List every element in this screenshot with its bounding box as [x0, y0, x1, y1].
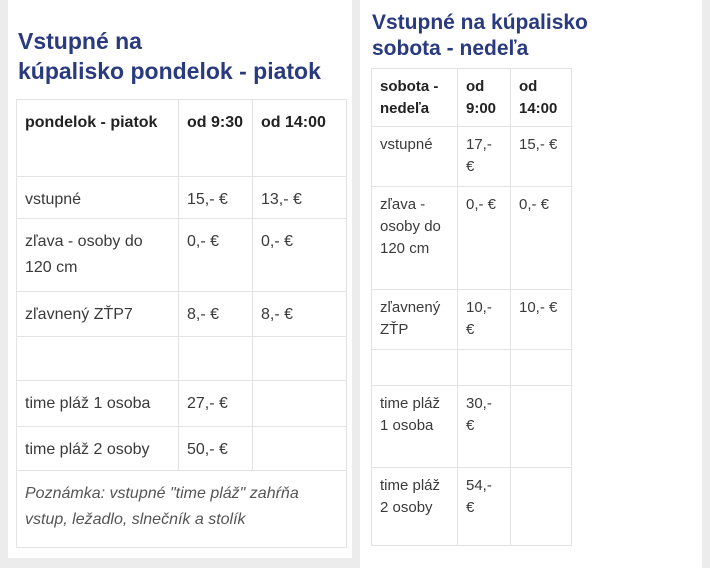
row-label [372, 350, 458, 386]
weekend-title [372, 10, 692, 62]
table-row [372, 468, 572, 546]
row-label: zľavnený ZŤP7 [17, 292, 179, 337]
price-cell: 0,- € [179, 219, 253, 292]
price-cell: 54,- € [458, 468, 511, 546]
weekday-title-line1: Vstupné na [18, 28, 142, 54]
price-cell: 13,- € [253, 177, 347, 219]
table-row [17, 219, 347, 292]
price-cell: 8,- € [179, 292, 253, 337]
price-cell: 30,- € [458, 386, 511, 468]
price-cell: 0,- € [253, 219, 347, 292]
price-cell [179, 337, 253, 381]
weekday-price-panel [8, 0, 352, 558]
table-row [372, 290, 572, 350]
row-label: time pláž 2 osoby [372, 468, 458, 546]
price-cell [253, 381, 347, 427]
weekday-price-table [16, 99, 347, 548]
price-cell [511, 350, 572, 386]
price-cell [511, 468, 572, 546]
header-cell: pondelok - piatok [17, 100, 179, 177]
weekday-title [18, 26, 348, 86]
table-row [17, 177, 347, 219]
weekend-title-line2: sobota - nedeľa [372, 37, 529, 60]
row-label: zľava - osoby do 120 cm [17, 219, 179, 292]
table-row [17, 292, 347, 337]
price-note: Poznámka: vstupné "time pláž" zahŕňa vstup, ležadlo, slnečník a stolík [17, 471, 347, 548]
weekend-price-panel [360, 0, 702, 568]
row-label: zľavnený ZŤP [372, 290, 458, 350]
price-cell: 27,- € [179, 381, 253, 427]
table-row [372, 187, 572, 290]
table-row [17, 427, 347, 471]
price-cell: 0,- € [458, 187, 511, 290]
price-cell: 17,- € [458, 127, 511, 187]
price-cell: 15,- € [179, 177, 253, 219]
row-label: time pláž 2 osoby [17, 427, 179, 471]
table-row [372, 386, 572, 468]
weekend-price-table [371, 68, 572, 546]
row-label: vstupné [17, 177, 179, 219]
table-row [372, 350, 572, 386]
row-label [17, 337, 179, 381]
table-header-row [372, 69, 572, 127]
note-row [17, 471, 347, 548]
price-cell [458, 350, 511, 386]
header-cell: od 14:00 [253, 100, 347, 177]
row-label: time pláž 1 osoba [17, 381, 179, 427]
price-cell: 10,- € [458, 290, 511, 350]
table-row [17, 337, 347, 381]
header-cell: od 9:30 [179, 100, 253, 177]
price-cell [511, 386, 572, 468]
price-cell [253, 337, 347, 381]
header-cell: od 14:00 [511, 69, 572, 127]
header-cell: sobota - nedeľa [372, 69, 458, 127]
table-header-row [17, 100, 347, 177]
price-cell [253, 427, 347, 471]
row-label: vstupné [372, 127, 458, 187]
price-cell: 15,- € [511, 127, 572, 187]
row-label: zľava - osoby do 120 cm [372, 187, 458, 290]
table-row [17, 381, 347, 427]
weekday-title-line2: kúpalisko pondelok - piatok [18, 58, 321, 84]
price-cell: 10,- € [511, 290, 572, 350]
price-cell: 8,- € [253, 292, 347, 337]
price-cell: 0,- € [511, 187, 572, 290]
row-label: time pláž 1 osoba [372, 386, 458, 468]
table-row [372, 127, 572, 187]
price-cell: 50,- € [179, 427, 253, 471]
header-cell: od 9:00 [458, 69, 511, 127]
weekend-title-line1: Vstupné na kúpalisko [372, 11, 588, 34]
